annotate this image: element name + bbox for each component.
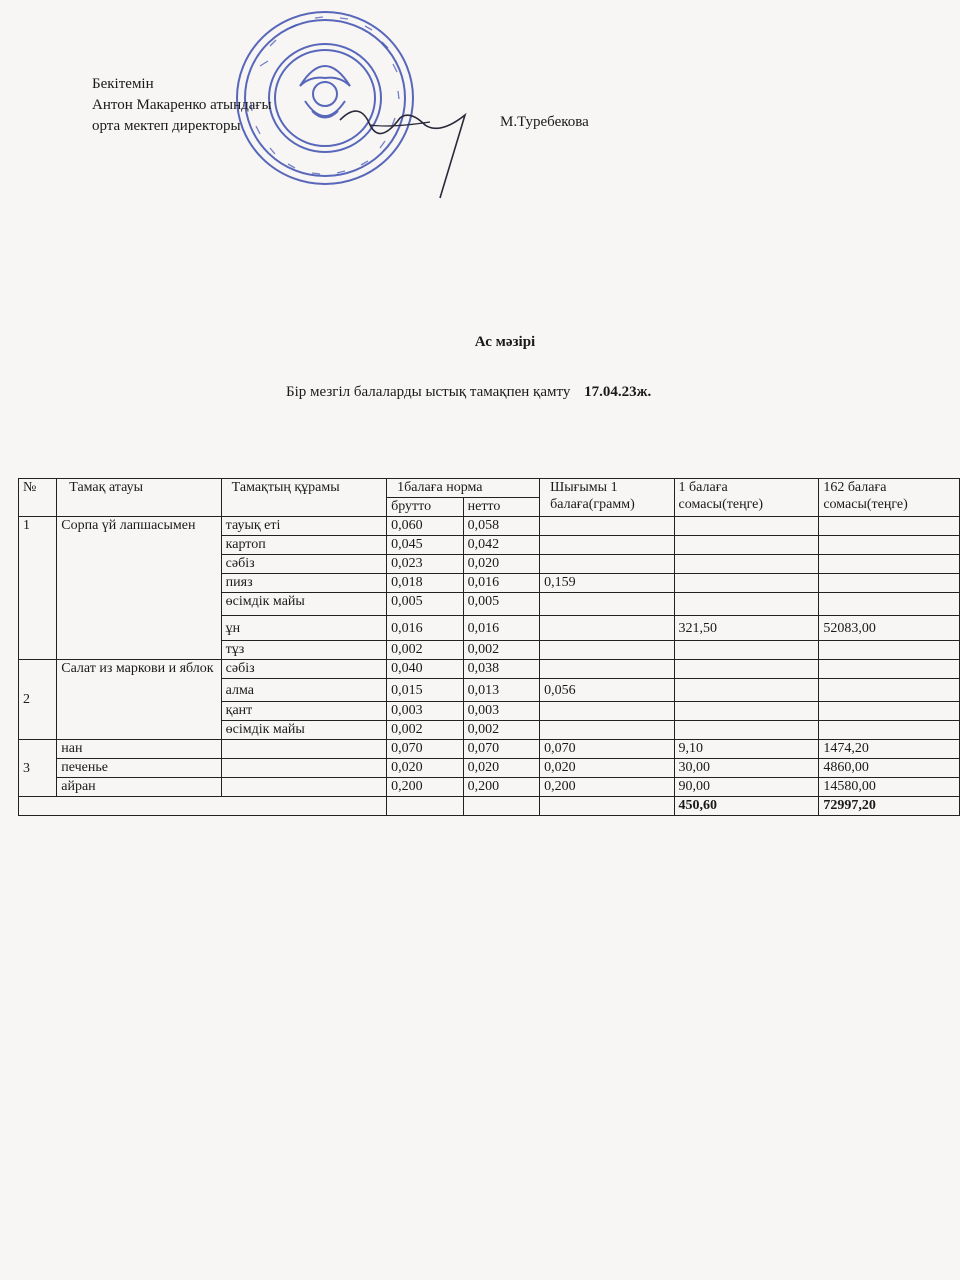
netto-value: 0,038	[463, 660, 540, 679]
ingredient: сәбіз	[221, 660, 386, 679]
table-row	[19, 660, 960, 679]
approval-line-school: Антон Макаренко атындағы	[92, 97, 272, 113]
ingredient	[221, 740, 386, 759]
output-value	[540, 641, 674, 660]
header-output: Шығымы 1 балаға(грамм)	[540, 479, 674, 517]
brutto-value: 0,003	[387, 702, 464, 721]
ingredient: ұн	[221, 616, 386, 641]
dish-name: Сорпа үй лапшасымен	[57, 517, 221, 660]
director-name: М.Туребекова	[500, 114, 589, 130]
brutto-value: 0,016	[387, 616, 464, 641]
header-num: №	[19, 479, 57, 517]
dish-name: Салат из маркови и яблок	[57, 660, 221, 740]
ingredient: пияз	[221, 574, 386, 593]
netto-value: 0,020	[463, 759, 540, 778]
header-brutto: брутто	[387, 498, 464, 517]
header-all-children-sum: 162 балаға сомасы(теңге)	[819, 479, 960, 517]
output-value	[540, 702, 674, 721]
totals-row	[19, 797, 960, 816]
table-row	[19, 740, 960, 759]
brutto-value: 0,002	[387, 721, 464, 740]
subtitle-text: Бір мезгіл балаларды ыстық тамақпен қамту	[286, 384, 571, 400]
netto-value: 0,058	[463, 517, 540, 536]
dish-name: печенье	[57, 759, 221, 778]
one-child-sum: 321,50	[674, 616, 819, 641]
one-child-sum	[674, 702, 819, 721]
one-child-sum	[674, 574, 819, 593]
brutto-value: 0,005	[387, 593, 464, 616]
brutto-value: 0,040	[387, 660, 464, 679]
netto-value: 0,200	[463, 778, 540, 797]
header-norm: 1балаға норма	[387, 479, 540, 498]
page-subtitle	[286, 384, 651, 401]
all-children-sum	[819, 593, 960, 616]
brutto-value: 0,015	[387, 679, 464, 702]
output-value: 0,200	[540, 778, 674, 797]
all-children-sum	[819, 517, 960, 536]
header-dish-name: Тамақ атауы	[57, 479, 221, 517]
output-value	[540, 593, 674, 616]
netto-value: 0,016	[463, 574, 540, 593]
brutto-value: 0,200	[387, 778, 464, 797]
one-child-sum	[674, 721, 819, 740]
output-value	[540, 536, 674, 555]
netto-value: 0,016	[463, 616, 540, 641]
one-child-sum	[674, 660, 819, 679]
all-children-sum	[819, 641, 960, 660]
all-children-sum	[819, 721, 960, 740]
ingredient: өсімдік майы	[221, 593, 386, 616]
all-children-sum	[819, 536, 960, 555]
total-all-children-sum: 72997,20	[819, 797, 960, 816]
output-value	[540, 616, 674, 641]
all-children-sum: 14580,00	[819, 778, 960, 797]
dish-name: нан	[57, 740, 221, 759]
ingredient: сәбіз	[221, 555, 386, 574]
ingredient	[221, 778, 386, 797]
approval-line-position: орта мектеп директоры	[92, 118, 241, 134]
approval-block	[92, 74, 272, 137]
all-children-sum	[819, 702, 960, 721]
one-child-sum	[674, 517, 819, 536]
ingredient: өсімдік майы	[221, 721, 386, 740]
menu-table	[18, 478, 960, 816]
netto-value: 0,002	[463, 721, 540, 740]
brutto-value: 0,002	[387, 641, 464, 660]
all-children-sum: 1474,20	[819, 740, 960, 759]
dish-number: 2	[19, 660, 57, 740]
totals-empty-cell	[540, 797, 674, 816]
dish-number: 1	[19, 517, 57, 660]
dish-number: 3	[19, 740, 57, 797]
output-value	[540, 721, 674, 740]
all-children-sum	[819, 660, 960, 679]
all-children-sum	[819, 679, 960, 702]
netto-value: 0,002	[463, 641, 540, 660]
netto-value: 0,070	[463, 740, 540, 759]
header-netto: нетто	[463, 498, 540, 517]
one-child-sum	[674, 641, 819, 660]
ingredient: картоп	[221, 536, 386, 555]
one-child-sum: 90,00	[674, 778, 819, 797]
output-value: 0,159	[540, 574, 674, 593]
all-children-sum: 4860,00	[819, 759, 960, 778]
menu-date: 17.04.23ж.	[584, 384, 652, 400]
netto-value: 0,005	[463, 593, 540, 616]
totals-label-cell	[19, 797, 387, 816]
table-row	[19, 759, 960, 778]
header-one-child-sum: 1 балаға сомасы(теңге)	[674, 479, 819, 517]
ingredient: қант	[221, 702, 386, 721]
ingredient: алма	[221, 679, 386, 702]
one-child-sum	[674, 555, 819, 574]
table-row	[19, 778, 960, 797]
one-child-sum: 9,10	[674, 740, 819, 759]
one-child-sum	[674, 593, 819, 616]
one-child-sum: 30,00	[674, 759, 819, 778]
all-children-sum	[819, 555, 960, 574]
ingredient: тұз	[221, 641, 386, 660]
totals-empty-cell	[387, 797, 464, 816]
brutto-value: 0,060	[387, 517, 464, 536]
totals-empty-cell	[463, 797, 540, 816]
director-signature	[330, 80, 490, 210]
output-value: 0,056	[540, 679, 674, 702]
all-children-sum: 52083,00	[819, 616, 960, 641]
total-one-child-sum: 450,60	[674, 797, 819, 816]
ingredient: тауық еті	[221, 517, 386, 536]
netto-value: 0,020	[463, 555, 540, 574]
output-value	[540, 517, 674, 536]
header-composition: Тамақтың құрамы	[221, 479, 386, 517]
approval-line-approve: Бекітемін	[92, 76, 154, 92]
output-value	[540, 555, 674, 574]
page-title: Ас мәзірі	[474, 334, 536, 350]
netto-value: 0,013	[463, 679, 540, 702]
ingredient	[221, 759, 386, 778]
brutto-value: 0,018	[387, 574, 464, 593]
brutto-value: 0,045	[387, 536, 464, 555]
one-child-sum	[674, 536, 819, 555]
brutto-value: 0,023	[387, 555, 464, 574]
all-children-sum	[819, 574, 960, 593]
output-value: 0,020	[540, 759, 674, 778]
dish-name: айран	[57, 778, 221, 797]
netto-value: 0,003	[463, 702, 540, 721]
table-row	[19, 517, 960, 536]
brutto-value: 0,020	[387, 759, 464, 778]
one-child-sum	[674, 679, 819, 702]
output-value	[540, 660, 674, 679]
netto-value: 0,042	[463, 536, 540, 555]
output-value: 0,070	[540, 740, 674, 759]
brutto-value: 0,070	[387, 740, 464, 759]
